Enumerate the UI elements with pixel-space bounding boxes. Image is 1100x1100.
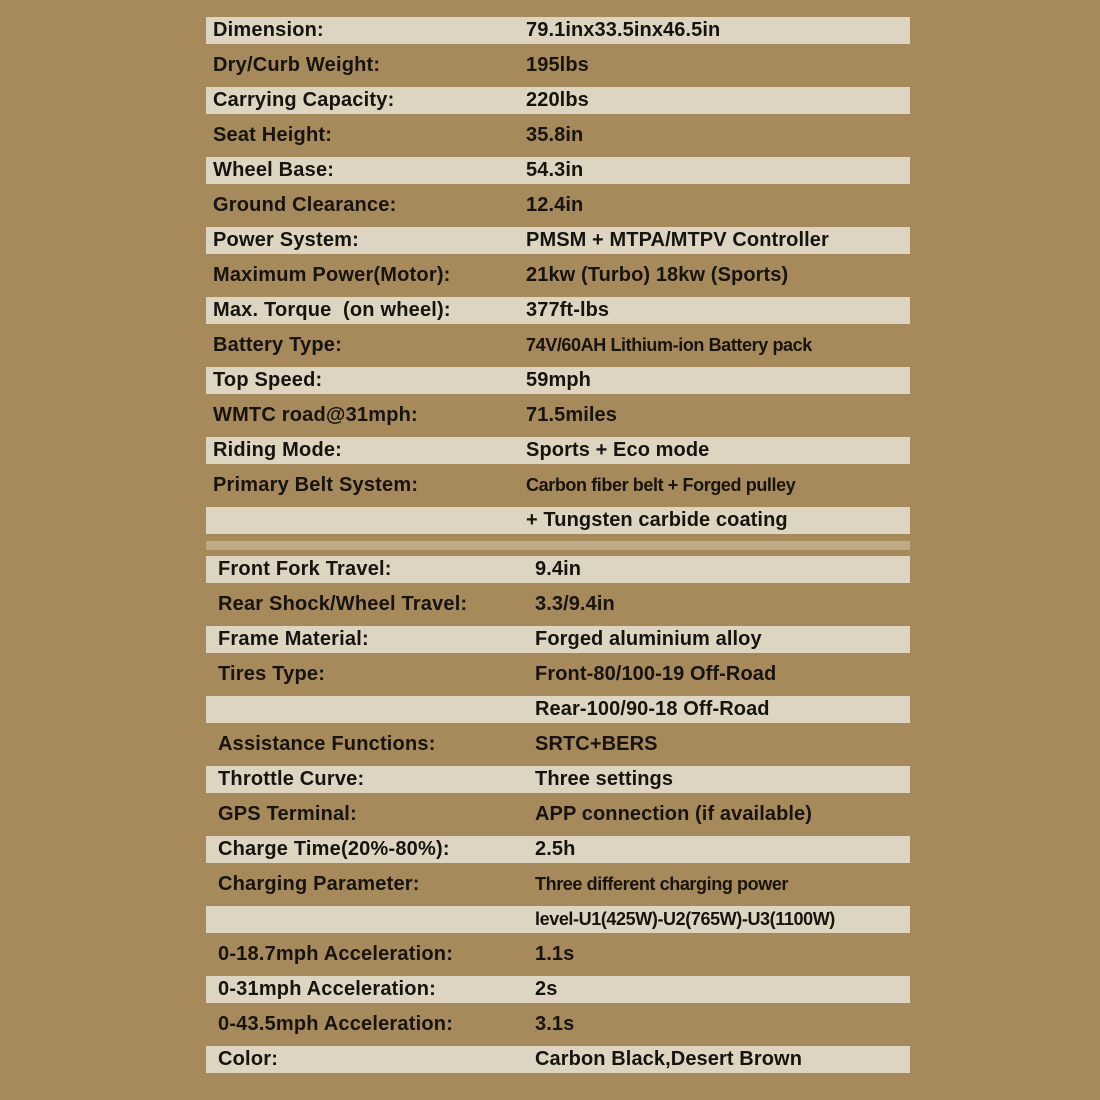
- section-divider: [206, 541, 910, 550]
- spec-value: Front-80/100-19 Off-Road: [535, 663, 777, 685]
- spec-label: Color:: [218, 1048, 279, 1070]
- spec-value: 12.4in: [526, 194, 584, 216]
- table-row: [206, 13, 910, 48]
- table-row: [206, 188, 910, 223]
- spec-label: 0-43.5mph Acceleration:: [218, 1013, 454, 1035]
- spec-value: 195lbs: [526, 54, 589, 76]
- spec-value: + Tungsten carbide coating: [526, 509, 788, 531]
- spec-value: SRTC+BERS: [535, 733, 658, 755]
- table-row: [206, 398, 910, 433]
- table-row: [206, 468, 910, 503]
- table-row: [206, 118, 910, 153]
- spec-value: level-U1(425W)-U2(765W)-U3(1100W): [535, 909, 835, 929]
- spec-label: Primary Belt System:: [213, 474, 419, 496]
- spec-value: Rear-100/90-18 Off-Road: [535, 698, 770, 720]
- table-row: [206, 83, 910, 118]
- spec-label: Charge Time(20%-80%):: [218, 838, 450, 860]
- table-row: [206, 552, 910, 587]
- table-row: [206, 1007, 910, 1042]
- spec-label: Seat Height:: [213, 124, 333, 146]
- table-row: [206, 657, 910, 692]
- table-row: [206, 328, 910, 363]
- spec-value: 59mph: [526, 369, 591, 391]
- spec-label: Max. Torque (on wheel):: [213, 299, 451, 321]
- spec-label: WMTC road@31mph:: [213, 404, 418, 426]
- spec-label: Tires Type:: [218, 663, 326, 685]
- spec-value: 3.3/9.4in: [535, 593, 615, 615]
- table-row: [206, 762, 910, 797]
- spec-value: 220lbs: [526, 89, 589, 111]
- table-row: [206, 902, 910, 937]
- spec-value: Sports + Eco mode: [526, 439, 710, 461]
- spec-section-2: [206, 552, 910, 1077]
- spec-label: Dimension:: [213, 19, 324, 41]
- spec-value: 71.5miles: [526, 404, 617, 426]
- spec-value: 79.1inx33.5inx46.5in: [526, 19, 721, 41]
- table-row: [206, 622, 910, 657]
- table-row: [206, 153, 910, 188]
- spec-value: Forged aluminium alloy: [535, 628, 762, 650]
- spec-label: Maximum Power(Motor):: [213, 264, 451, 286]
- spec-value: 35.8in: [526, 124, 584, 146]
- spec-value: 2s: [535, 978, 558, 1000]
- spec-value: 54.3in: [526, 159, 584, 181]
- spec-value: 9.4in: [535, 558, 582, 580]
- spec-label: Carrying Capacity:: [213, 89, 395, 111]
- table-row: [206, 692, 910, 727]
- spec-label: Assistance Functions:: [218, 733, 436, 755]
- table-row: [206, 48, 910, 83]
- table-row: [206, 433, 910, 468]
- spec-label: Rear Shock/Wheel Travel:: [218, 593, 468, 615]
- table-row: [206, 587, 910, 622]
- spec-value: 1.1s: [535, 943, 575, 965]
- table-row: [206, 258, 910, 293]
- spec-value: PMSM + MTPA/MTPV Controller: [526, 229, 829, 251]
- spec-label: 0-18.7mph Acceleration:: [218, 943, 454, 965]
- table-row: [206, 727, 910, 762]
- table-row: [206, 797, 910, 832]
- table-row: [206, 503, 910, 538]
- spec-label: Frame Material:: [218, 628, 369, 650]
- spec-value: APP connection (if available): [535, 803, 813, 825]
- table-row: [206, 1042, 910, 1077]
- spec-value: 3.1s: [535, 1013, 575, 1035]
- table-row: [206, 832, 910, 867]
- table-row: [206, 937, 910, 972]
- table-row: [206, 363, 910, 398]
- spec-value: 2.5h: [535, 838, 576, 860]
- spec-label: Ground Clearance:: [213, 194, 397, 216]
- spec-table: [206, 13, 910, 1077]
- spec-value: Three different charging power: [535, 874, 789, 894]
- spec-label: GPS Terminal:: [218, 803, 357, 825]
- table-row: [206, 223, 910, 258]
- spec-section-1: [206, 13, 910, 538]
- spec-label: Dry/Curb Weight:: [213, 54, 381, 76]
- spec-label: 0-31mph Acceleration:: [218, 978, 436, 1000]
- table-row: [206, 867, 910, 902]
- spec-label: Throttle Curve:: [218, 768, 365, 790]
- spec-label: Battery Type:: [213, 334, 342, 356]
- spec-value: Carbon Black,Desert Brown: [535, 1048, 803, 1070]
- spec-label: Charging Parameter:: [218, 873, 420, 895]
- spec-value: 377ft-lbs: [526, 299, 610, 321]
- spec-value: Carbon fiber belt + Forged pulley: [526, 475, 796, 495]
- table-row: [206, 972, 910, 1007]
- spec-value: 21kw (Turbo) 18kw (Sports): [526, 264, 789, 286]
- section-gap: [206, 538, 910, 552]
- table-row: [206, 293, 910, 328]
- spec-value: 74V/60AH Lithium-ion Battery pack: [526, 335, 812, 355]
- spec-label: Power System:: [213, 229, 359, 251]
- spec-label: Front Fork Travel:: [218, 558, 392, 580]
- spec-label: Wheel Base:: [213, 159, 335, 181]
- spec-label: Riding Mode:: [213, 439, 343, 461]
- spec-label: Top Speed:: [213, 369, 323, 391]
- spec-value: Three settings: [535, 768, 674, 790]
